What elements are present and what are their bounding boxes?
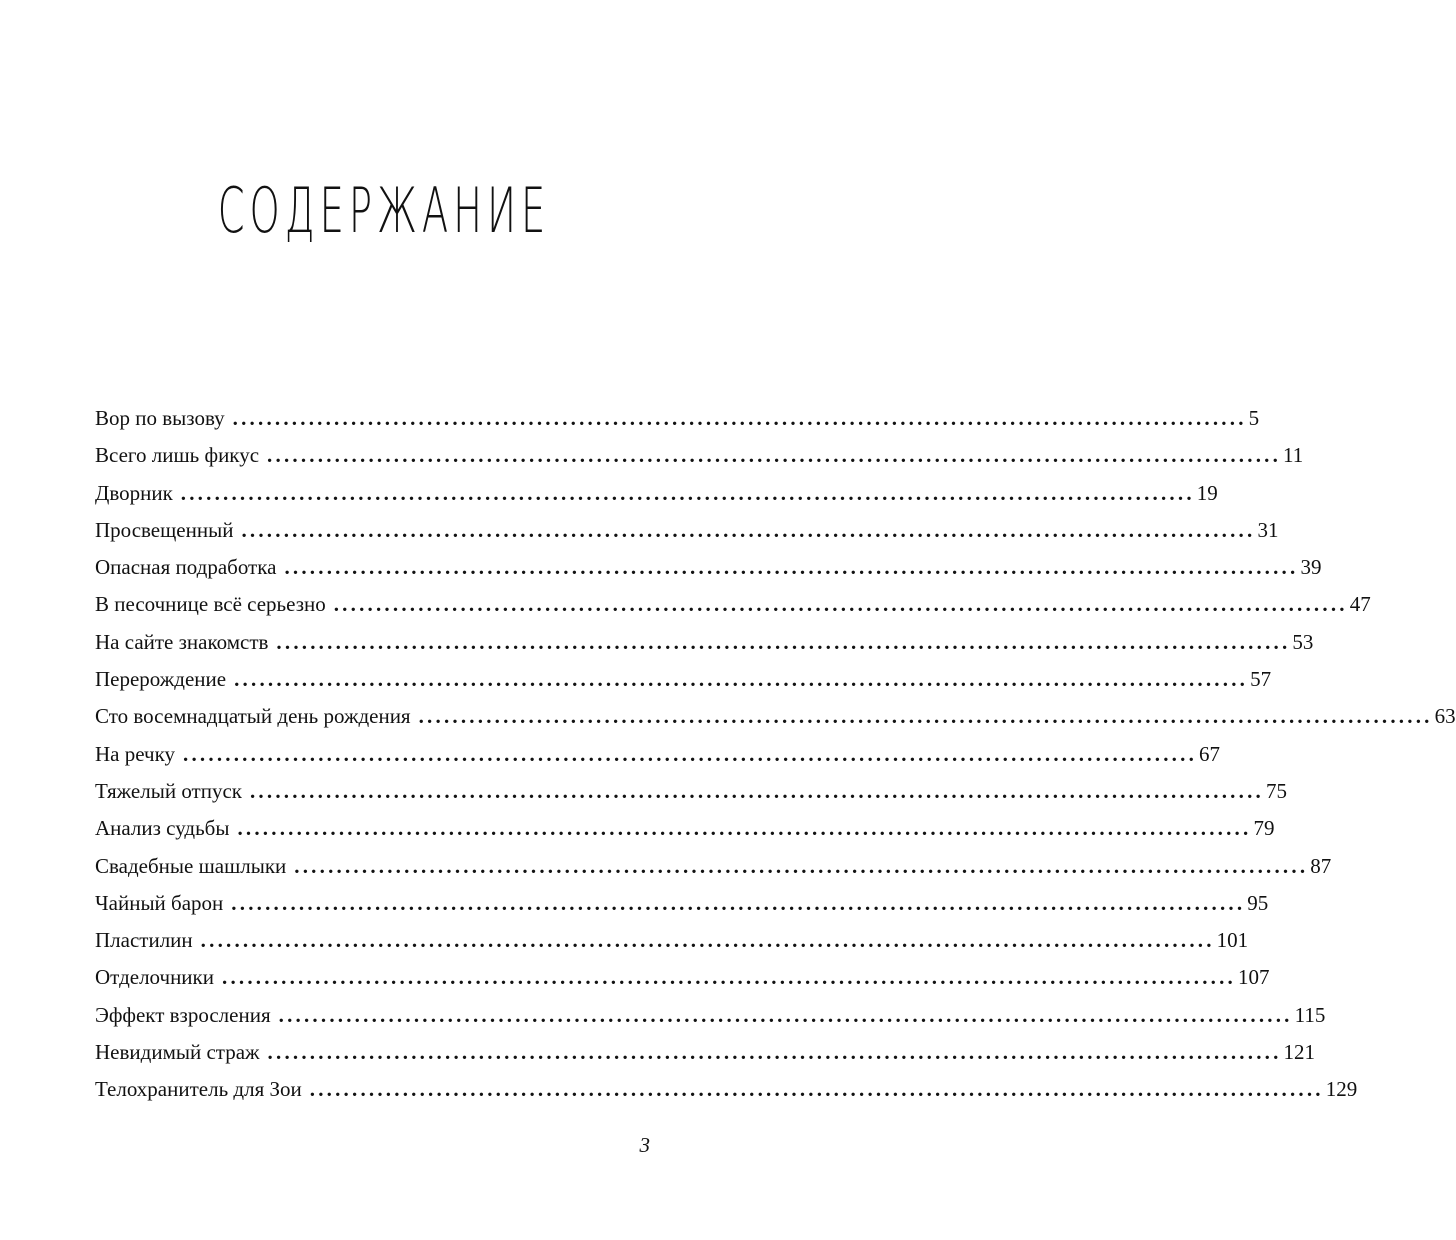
toc-entry-title: На сайте знакомств <box>95 629 269 654</box>
toc-entry-title: Всего лишь фикус <box>95 443 260 468</box>
page-number: 3 <box>639 1133 650 1157</box>
toc-row <box>95 848 1332 885</box>
toc-entry-title: Анализ судьбы <box>95 816 230 841</box>
toc-row <box>95 922 1249 959</box>
toc-entry-page: 67 <box>1199 741 1221 766</box>
dot-leader: ........................................................................................................................ <box>278 1002 1293 1027</box>
toc-entry-title: На речку <box>95 741 176 766</box>
toc-row <box>95 1071 1358 1108</box>
dot-leader: ........................................................................................................................ <box>333 592 1348 617</box>
toc-entry-title: Тяжелый отпуск <box>95 778 242 803</box>
toc-entry-title: Дворник <box>95 480 173 505</box>
toc-row <box>95 586 1371 623</box>
toc-row <box>95 624 1314 661</box>
toc-row <box>95 512 1279 549</box>
toc-row <box>95 773 1287 810</box>
toc-row <box>95 885 1269 922</box>
toc-row <box>95 959 1270 996</box>
toc-entry-page: 19 <box>1196 480 1218 505</box>
toc-entry-title: Невидимый страж <box>95 1040 260 1065</box>
toc-entry-page: 47 <box>1349 592 1371 617</box>
dot-leader: ........................................................................................................................ <box>249 778 1264 803</box>
dot-leader: ........................................................................................................................ <box>200 928 1215 953</box>
toc-row <box>95 997 1326 1034</box>
dot-leader: ........................................................................................................................ <box>232 406 1247 430</box>
toc-entry-page: 57 <box>1250 667 1272 692</box>
toc-entry-title: Эффект взросления <box>95 1002 271 1027</box>
toc-row <box>95 437 1304 474</box>
dot-leader: ........................................................................................................................ <box>234 667 1249 692</box>
toc-row <box>95 810 1275 847</box>
toc-entry-page: 79 <box>1253 816 1275 841</box>
table-of-contents <box>95 400 1456 1109</box>
toc-entry-title: Перерождение <box>95 667 227 692</box>
toc-entry-title: Свадебные шашлыки <box>95 853 287 878</box>
toc-entry-title: Пластилин <box>95 928 193 953</box>
toc-entry-page: 121 <box>1283 1040 1316 1065</box>
toc-entry-page: 31 <box>1257 517 1279 542</box>
dot-leader: ........................................................................................................................ <box>267 443 1282 468</box>
dot-leader: ........................................................................................................................ <box>418 704 1433 729</box>
dot-leader: ........................................................................................................................ <box>183 741 1198 766</box>
toc-row <box>95 549 1322 586</box>
dot-leader: ........................................................................................................................ <box>294 853 1309 878</box>
toc-row <box>95 400 1260 437</box>
toc-entry-page: 95 <box>1247 890 1269 915</box>
toc-row <box>95 736 1221 773</box>
dot-leader: ........................................................................................................................ <box>222 965 1236 990</box>
toc-row <box>95 1034 1316 1071</box>
page-title: СОДЕРЖАНИЕ <box>217 174 551 247</box>
toc-row <box>95 475 1218 512</box>
toc-entry-page: 5 <box>1248 406 1260 430</box>
toc-entry-page: 107 <box>1238 965 1270 990</box>
toc-entry-title: Опасная подработка <box>95 555 277 580</box>
toc-entry-page: 75 <box>1265 778 1287 803</box>
toc-entry-page: 87 <box>1310 853 1332 878</box>
toc-entry-title: Чайный барон <box>95 890 224 915</box>
toc-entry-page: 129 <box>1325 1077 1358 1102</box>
dot-leader: ........................................................................................................................ <box>267 1040 1282 1065</box>
toc-row <box>95 698 1456 735</box>
dot-leader: ........................................................................................................................ <box>276 629 1291 654</box>
toc-entry-title: Отделочники <box>95 965 214 990</box>
toc-entry-title: Телохранитель для Зои <box>95 1077 302 1102</box>
dot-leader: ........................................................................................................................ <box>231 890 1246 915</box>
dot-leader: ........................................................................................................................ <box>241 517 1256 542</box>
toc-row <box>95 661 1272 698</box>
toc-entry-title: Сто восемнадцатый день рождения <box>95 704 411 729</box>
toc-entry-page: 101 <box>1216 928 1249 953</box>
toc-entry-page: 39 <box>1300 555 1322 580</box>
toc-entry-title: В песочнице всё серьезно <box>95 592 326 617</box>
toc-entry-page: 115 <box>1294 1002 1326 1027</box>
toc-entry-title: Просвещенный <box>95 517 234 542</box>
toc-entry-page: 11 <box>1283 443 1304 468</box>
dot-leader: ........................................................................................................................ <box>180 480 1195 505</box>
dot-leader: ........................................................................................................................ <box>284 555 1299 580</box>
toc-entry-page: 63 <box>1434 704 1456 729</box>
dot-leader: ........................................................................................................................ <box>237 816 1252 841</box>
dot-leader: ........................................................................................................................ <box>309 1077 1324 1102</box>
toc-entry-title: Вор по вызову <box>95 406 225 430</box>
toc-entry-page: 53 <box>1292 629 1314 654</box>
